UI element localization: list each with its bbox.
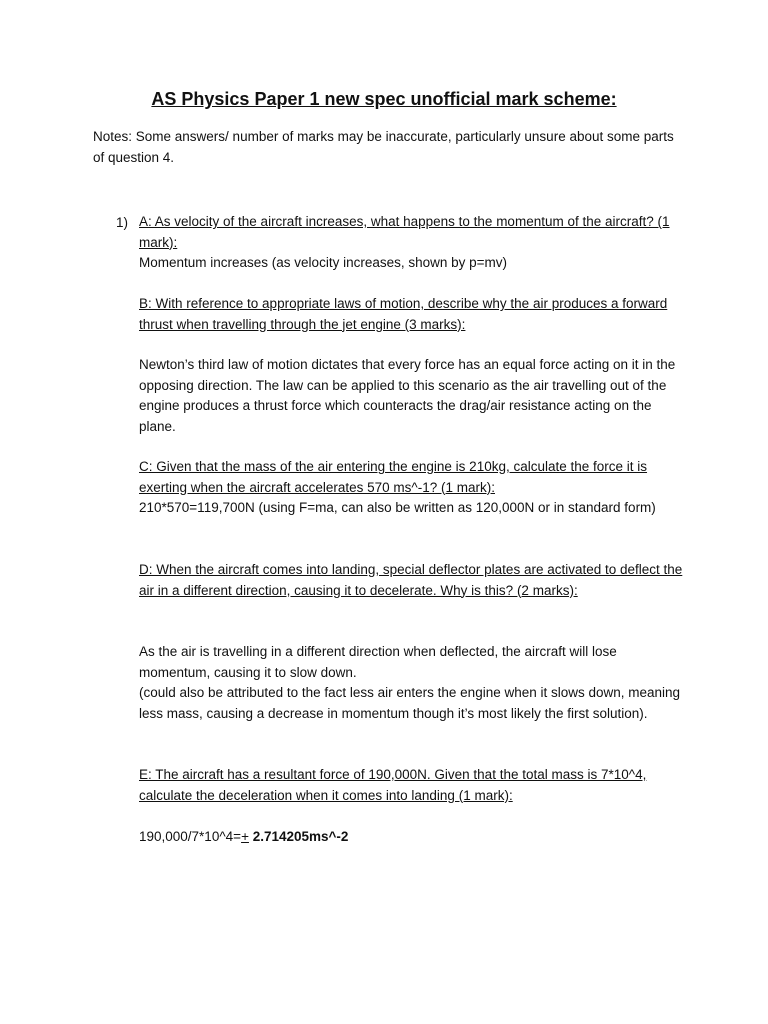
part-d-answer-2: (could also be attributed to the fact less air enters the engine when it slows down, meaning less mass, causing a decrease in momentum though it’s most likely the first solution). xyxy=(139,685,681,721)
part-a xyxy=(139,212,684,274)
part-d-question: D: When the aircraft comes into landing, special deflector plates are activated to deflect the air in a different direction, causing it to decelerate. Why is this? (2 marks): xyxy=(139,562,683,598)
part-d-answer-block xyxy=(139,642,684,724)
part-b xyxy=(139,294,684,335)
part-e-answer-value: 2.714205ms^-2 xyxy=(248,829,349,844)
plus-minus-sign: + xyxy=(241,829,249,844)
part-c-answer: 210*570=119,700N (using F=ma, can also be written as 120,000N or in standard form) xyxy=(139,500,656,516)
part-a-answer: Momentum increases (as velocity increases, shown by p=mv) xyxy=(139,255,508,271)
part-d-answer-1: As the air is travelling in a different direction when deflected, the aircraft will lose momentum, causing it to slow down. xyxy=(139,644,617,680)
part-b-answer: Newton’s third law of motion dictates that every force has an equal force acting on it in the opposing direction. The law can be applied to this scenario as the air travelling out of the engine produces a thrust force which counteracts the drag/air resistance acting on the plane. xyxy=(139,357,676,434)
part-a-question: A: As velocity of the aircraft increases, what happens to the momentum of the aircraft? (1 mark): xyxy=(139,214,670,250)
question-number: 1) xyxy=(116,215,129,230)
part-e-question: E: The aircraft has a resultant force of 190,000N. Given that the total mass is 7*10^4, calculate the deceleration when it comes into landing (1 mark): xyxy=(139,767,647,803)
part-b-answer-block xyxy=(139,355,684,437)
part-e-answer-prefix: 190,000/7*10^4= xyxy=(139,829,242,844)
part-b-question: B: With reference to appropriate laws of motion, describe why the air produces a forward thrust when travelling through the jet engine (3 marks): xyxy=(139,296,668,332)
part-e xyxy=(139,765,684,806)
part-d xyxy=(139,560,684,601)
page-title: AS Physics Paper 1 new spec unofficial mark scheme: xyxy=(151,89,617,109)
part-c xyxy=(139,457,684,519)
part-c-question: C: Given that the mass of the air entering the engine is 210kg, calculate the force it is exerting when the aircraft accelerates 570 ms^-1? (1 mark): xyxy=(139,459,648,495)
notes-paragraph: Notes: Some answers/ number of marks may be inaccurate, particularly unsure about some parts of question 4. xyxy=(93,129,674,165)
part-e-answer xyxy=(139,827,684,848)
